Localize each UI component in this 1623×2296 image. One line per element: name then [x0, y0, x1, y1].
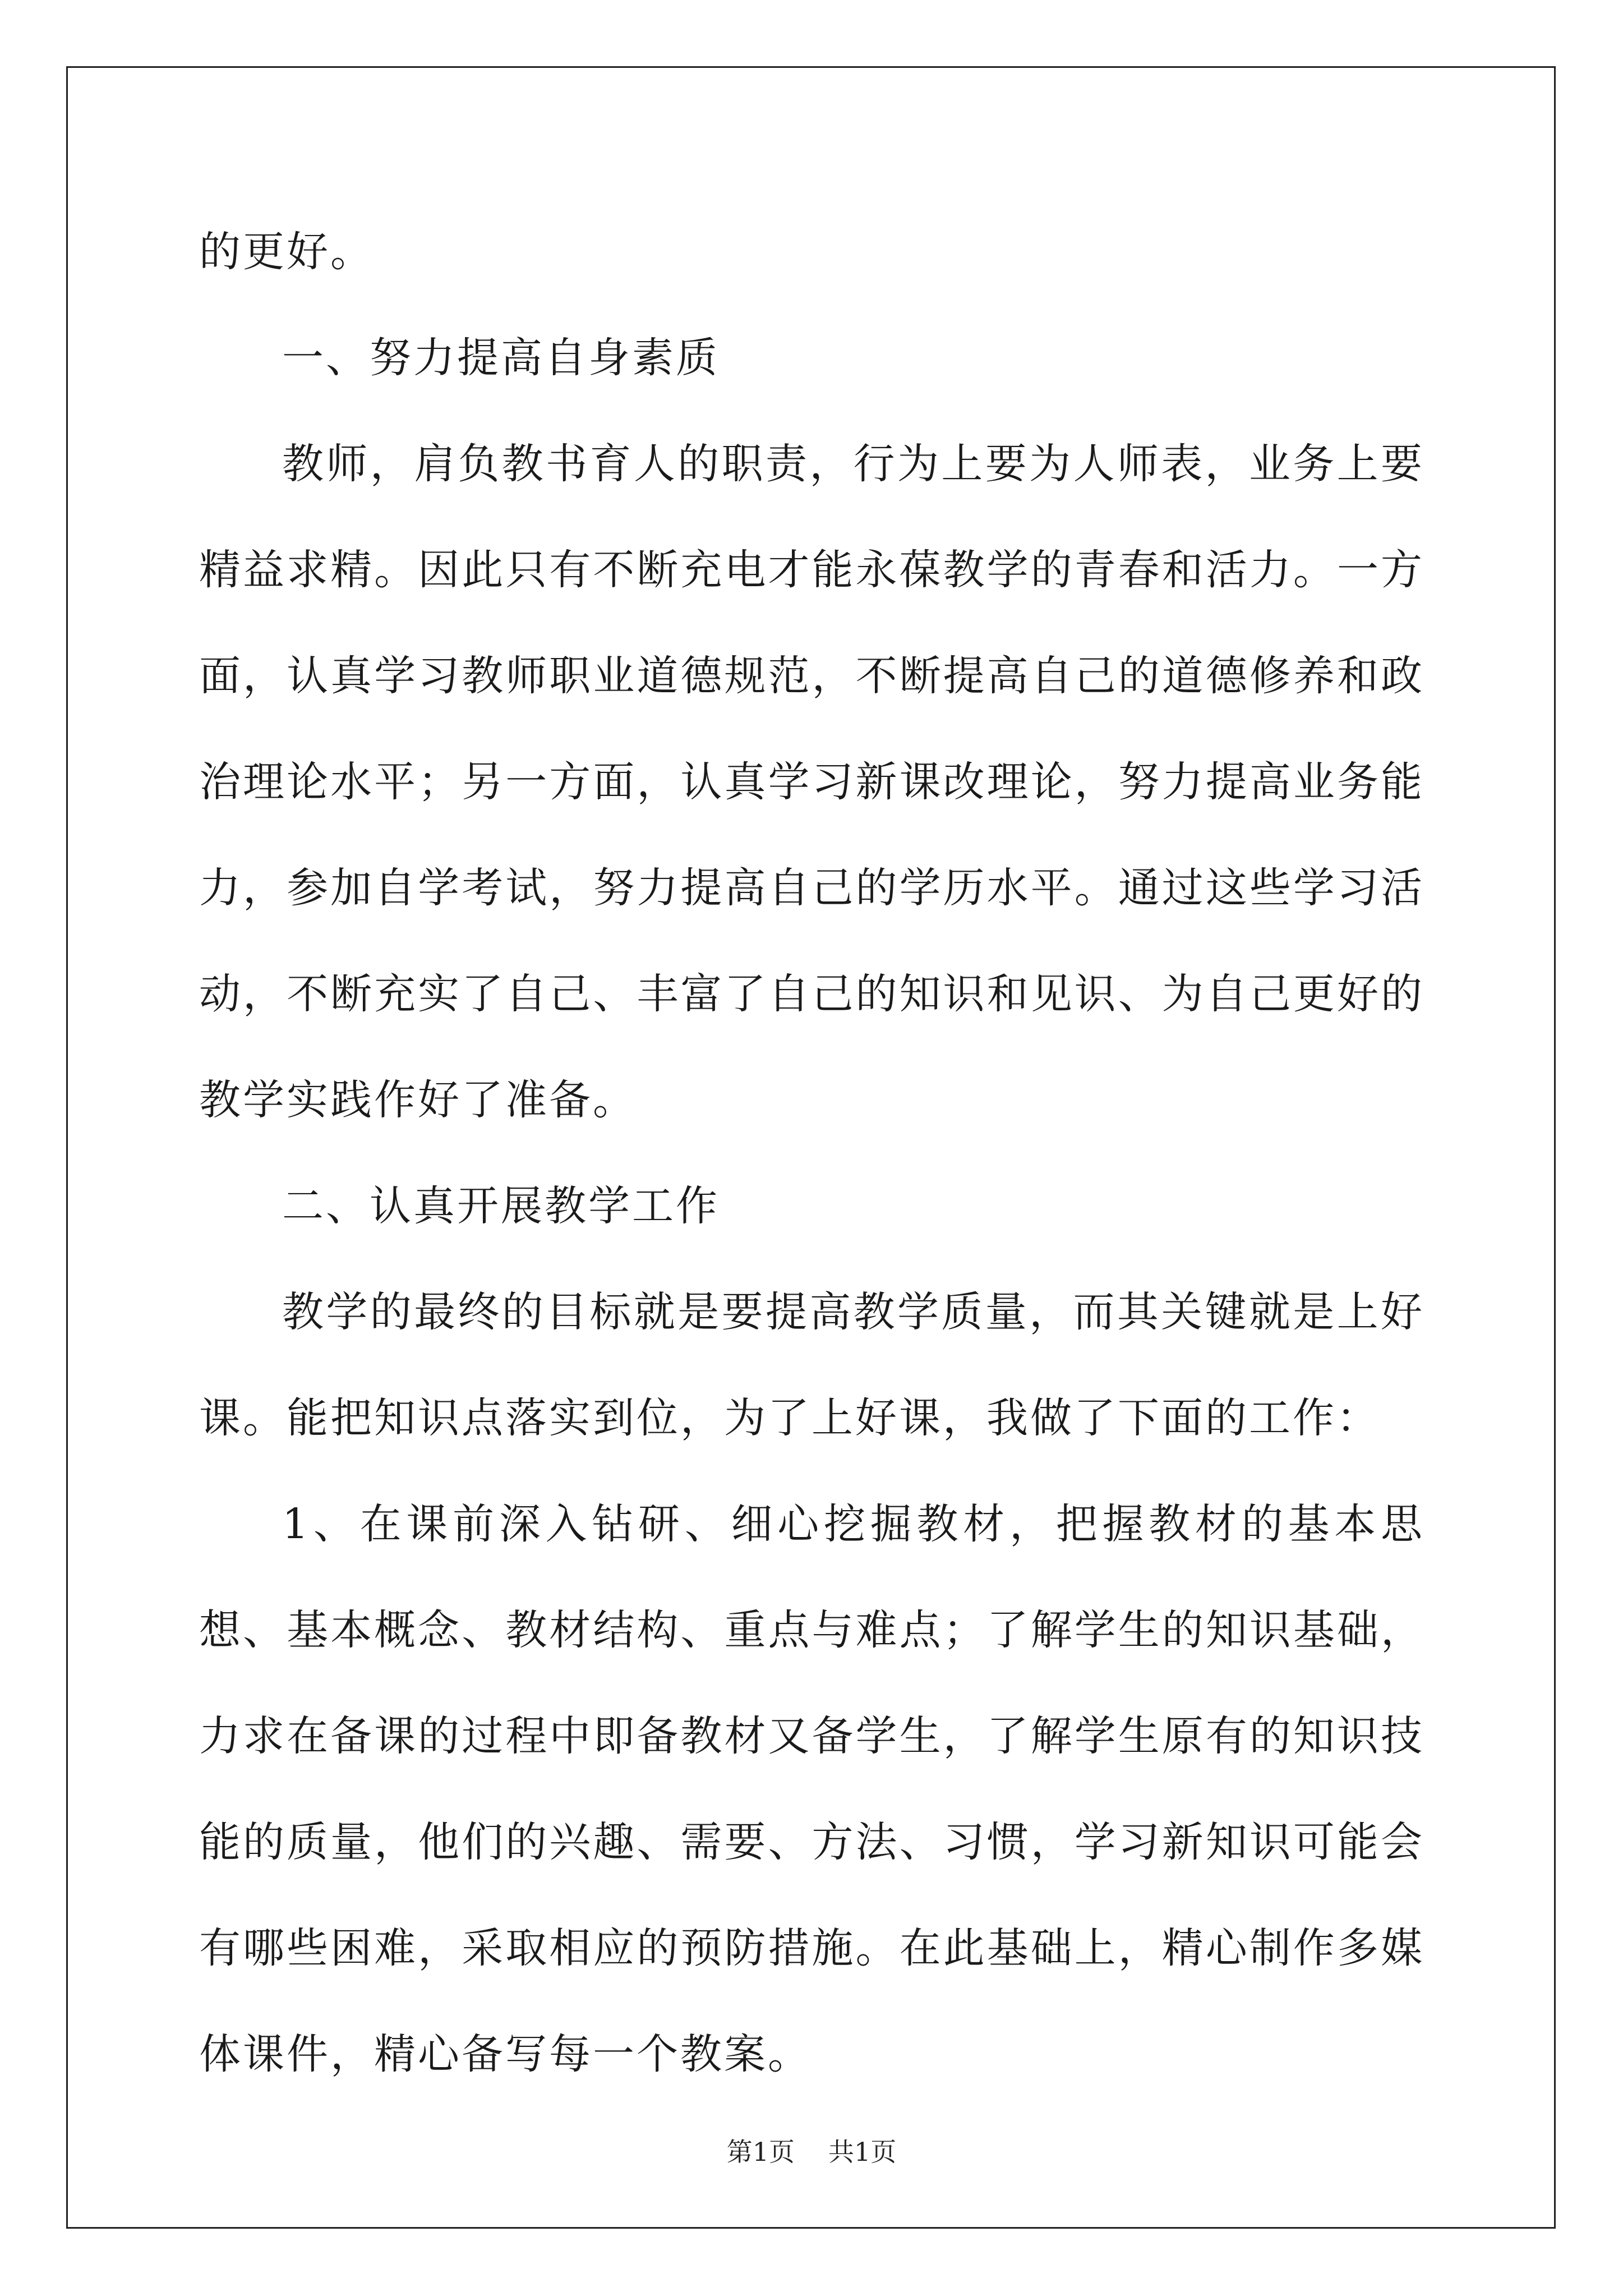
paragraph-teacher-quality: 教师，肩负教书育人的职责，行为上要为人师表，业务上要精益求精。因此只有不断充电才能永葆教学的青春和活力。一方面，认真学习教师职业道德规范，不断提高自己的道德修养和政治理论水平；另一方面，认真学习新课改理论，努力提高业务能力，参加自学考试，努力提高自己的学历水平。通过这些学习活动，不断充实了自己、丰富了自己的知识和见识、为自己更好的教学实践作好了准备。 [199, 440, 1424, 1124]
page-number-current: 第1页 [726, 2137, 795, 2167]
page-number-total: 共1页 [828, 2137, 897, 2167]
paragraph-teaching-goal: 教学的最终的目标就是要提高教学质量，而其关键就是上好课。能把知识点落实到位，为了上好课，我做了下面的工作： [199, 1288, 1424, 1442]
document-body [199, 199, 1424, 2108]
paragraph-continuation: 的更好。 [199, 228, 374, 276]
section-heading-2: 二、认真开展教学工作 [282, 1182, 720, 1230]
paragraph-lesson-prep: 1、在课前深入钻研、细心挖掘教材，把握教材的基本思想、基本概念、教材结构、重点与难点；了解学生的知识基础，力求在备课的过程中即备教材又备学生，了解学生原有的知识技能的质量，他们的兴趣、需要、方法、习惯，学习新知识可能会有哪些困难，采取相应的预防措施。在此基础上，精心制作多媒体课件，精心备写每一个教案。 [199, 1500, 1424, 2078]
section-heading-1: 一、努力提高自身素质 [282, 334, 720, 382]
page-footer [0, 2132, 1623, 2169]
